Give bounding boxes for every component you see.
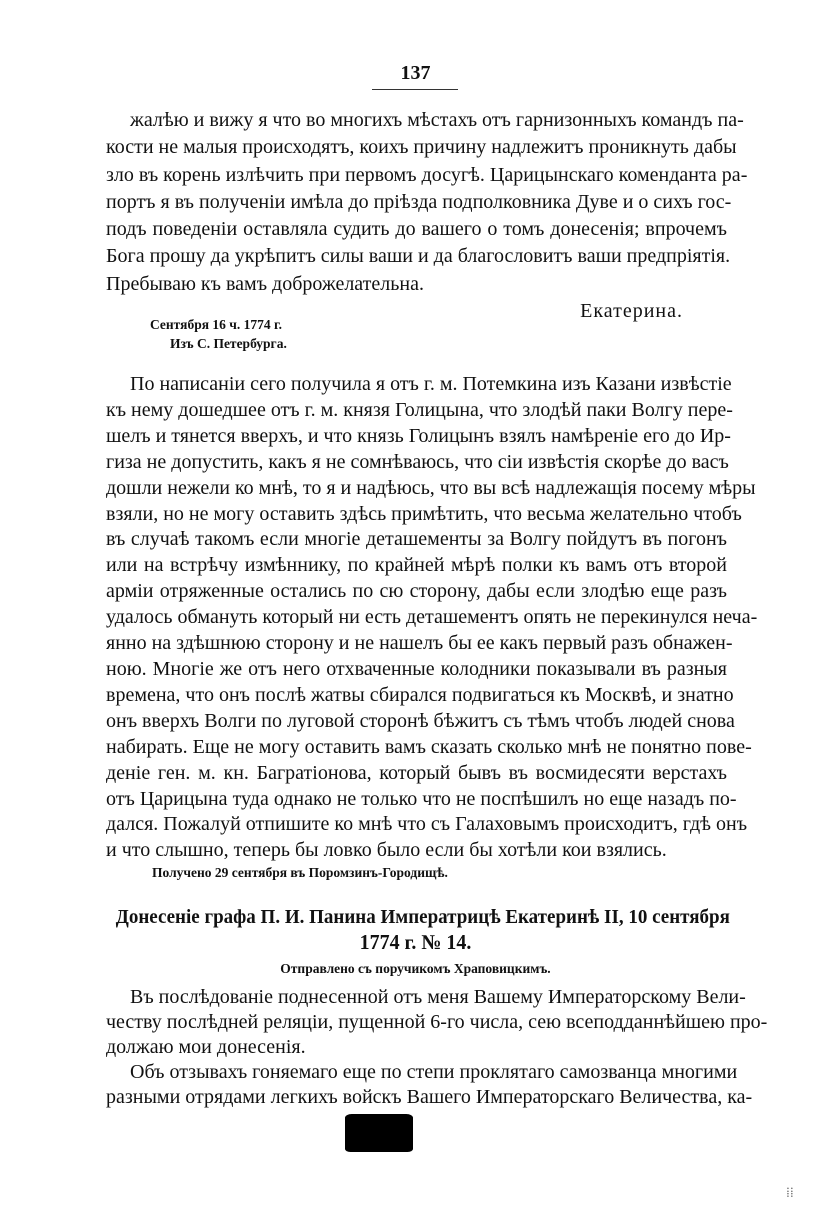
text-line: дошли нежели ко мнѣ, то я и надѣюсь, что вы всѣ надлежащія посему мѣры <box>106 476 756 499</box>
text-line: къ нему дошедшее отъ г. м. князя Голицына, что злодѣй паки Волгу пере- <box>106 398 733 421</box>
page-number: 137 <box>400 62 431 84</box>
text-line: разными отрядами легкихъ войскъ Вашего Императорскаго Величества, ка- <box>106 1086 753 1108</box>
text-line: подъ поведеніи оставляла судить до вашего о томъ донесенія; впрочемъ <box>106 218 727 241</box>
text-line: зло въ корень излѣчить при первомъ досугѣ. Царицынскаго коменданта ра- <box>106 163 748 186</box>
sent-line: Отправлено съ поручикомъ Храповицкимъ. <box>280 961 551 976</box>
header-rule <box>372 89 458 90</box>
text-line: Въ послѣдованіе поднесенной отъ меня Вашему Императорскому Вели- <box>130 986 746 1008</box>
date-line: Сентября 16 ч. 1774 г. <box>150 317 282 332</box>
text-line: гиза не допустить, какъ я не сомнѣваюсь, что сіи извѣстія скорѣе до васъ <box>106 450 729 473</box>
text-line: удалось обмануть который ни есть деташементъ опять не перекинулся неча- <box>106 606 758 629</box>
text-line: времена, что онъ послѣ жатвы сбирался подвигаться къ Москвѣ, и знатно <box>106 683 734 706</box>
text-line: шелъ и тянется вверхъ, и что князь Голицынъ взялъ намѣреніе его до Ир- <box>106 424 731 447</box>
text-line: портъ я въ полученіи имѣла до пріѣзда подполковника Дуве и о сихъ гос- <box>106 190 732 213</box>
text-line: взяли, но не могу оставить здѣсь примѣтить, что весьма желательно чтобъ <box>106 502 742 525</box>
text-line: Пребываю къ вамъ доброжелательна. <box>106 272 424 295</box>
text-line: арміи отряженные остались по сю сторону, дабы если злодѣю еще разъ <box>106 580 727 603</box>
section-heading <box>115 905 730 955</box>
text-line: отъ Царицына туда однако не только что не поспѣшилъ но еще назадъ по- <box>106 787 737 810</box>
text-line: дался. Пожалуй отпишите ко мнѣ что съ Галаховымъ происходитъ, гдѣ онъ <box>106 813 748 836</box>
paragraph-2 <box>106 372 758 864</box>
text-line: ною. Многіе же отъ него отхваченные колодники показывали въ разныя <box>106 657 727 680</box>
text-line: и что слышно, теперь бы ловко было если бы хотѣли кои взялись. <box>106 839 667 862</box>
text-line: Объ отзывахъ гоняемаго еще по степи проклятаго самозванца многими <box>130 1061 738 1083</box>
paragraph-4 <box>106 1060 753 1110</box>
paragraph-1 <box>106 107 748 298</box>
text-line: набирать. Еще не могу оставить вамъ сказать сколько мнѣ не понятно пове- <box>106 735 752 758</box>
ink-blot <box>345 1114 413 1152</box>
text-line: честву послѣдней реляціи, пущенной 6-го числа, сею всеподданнѣйшею про- <box>106 1011 768 1033</box>
text-line: янно на здѣшнюю сторону и не нашелъ бы ее какъ первый разъ обнажен- <box>106 632 733 655</box>
heading-line: 1774 г. № 14. <box>359 930 472 954</box>
text-line: или на встрѣчу измѣннику, по крайней мѣрѣ полки къ вамъ отъ второй <box>106 554 727 577</box>
signature: Екатерина. <box>580 300 683 322</box>
text-line: жалѣю и вижу я что во многихъ мѣстахъ отъ гарнизонныхъ командъ па- <box>130 109 744 131</box>
text-line: въ случаѣ такомъ если многіе деташементы за Волгу пойдутъ въ погонъ <box>106 528 727 551</box>
scan-specks: ⁞⁞ <box>786 1186 794 1201</box>
received-line: Получено 29 сентября въ Поромзинъ-Городищѣ. <box>152 865 448 880</box>
text-line: онъ вверхъ Волги по луговой сторонѣ бѣжитъ съ тѣмъ чтобъ людей снова <box>106 709 735 732</box>
text-line: По написаніи сего получила я отъ г. м. Потемкина изъ Казани извѣстіе <box>130 373 732 395</box>
paragraph-3 <box>106 985 768 1060</box>
text-line: кости не малыя происходятъ, коихъ причину надлежитъ проникнуть дабы <box>106 136 737 159</box>
text-line: Бога прошу да укрѣпитъ силы ваши и да благословитъ ваши предпріятія. <box>106 245 731 268</box>
text-line: деніе ген. м. кн. Багратіонова, который бывъ въ восмидесяти верстахъ <box>106 761 727 784</box>
text-line: должаю мои донесенія. <box>106 1036 306 1058</box>
heading-line: Донесеніе графа П. И. Панина Императрицѣ Екатеринѣ II, 10 сентября <box>115 906 730 928</box>
place-line: Изъ С. Петербурга. <box>170 336 287 351</box>
